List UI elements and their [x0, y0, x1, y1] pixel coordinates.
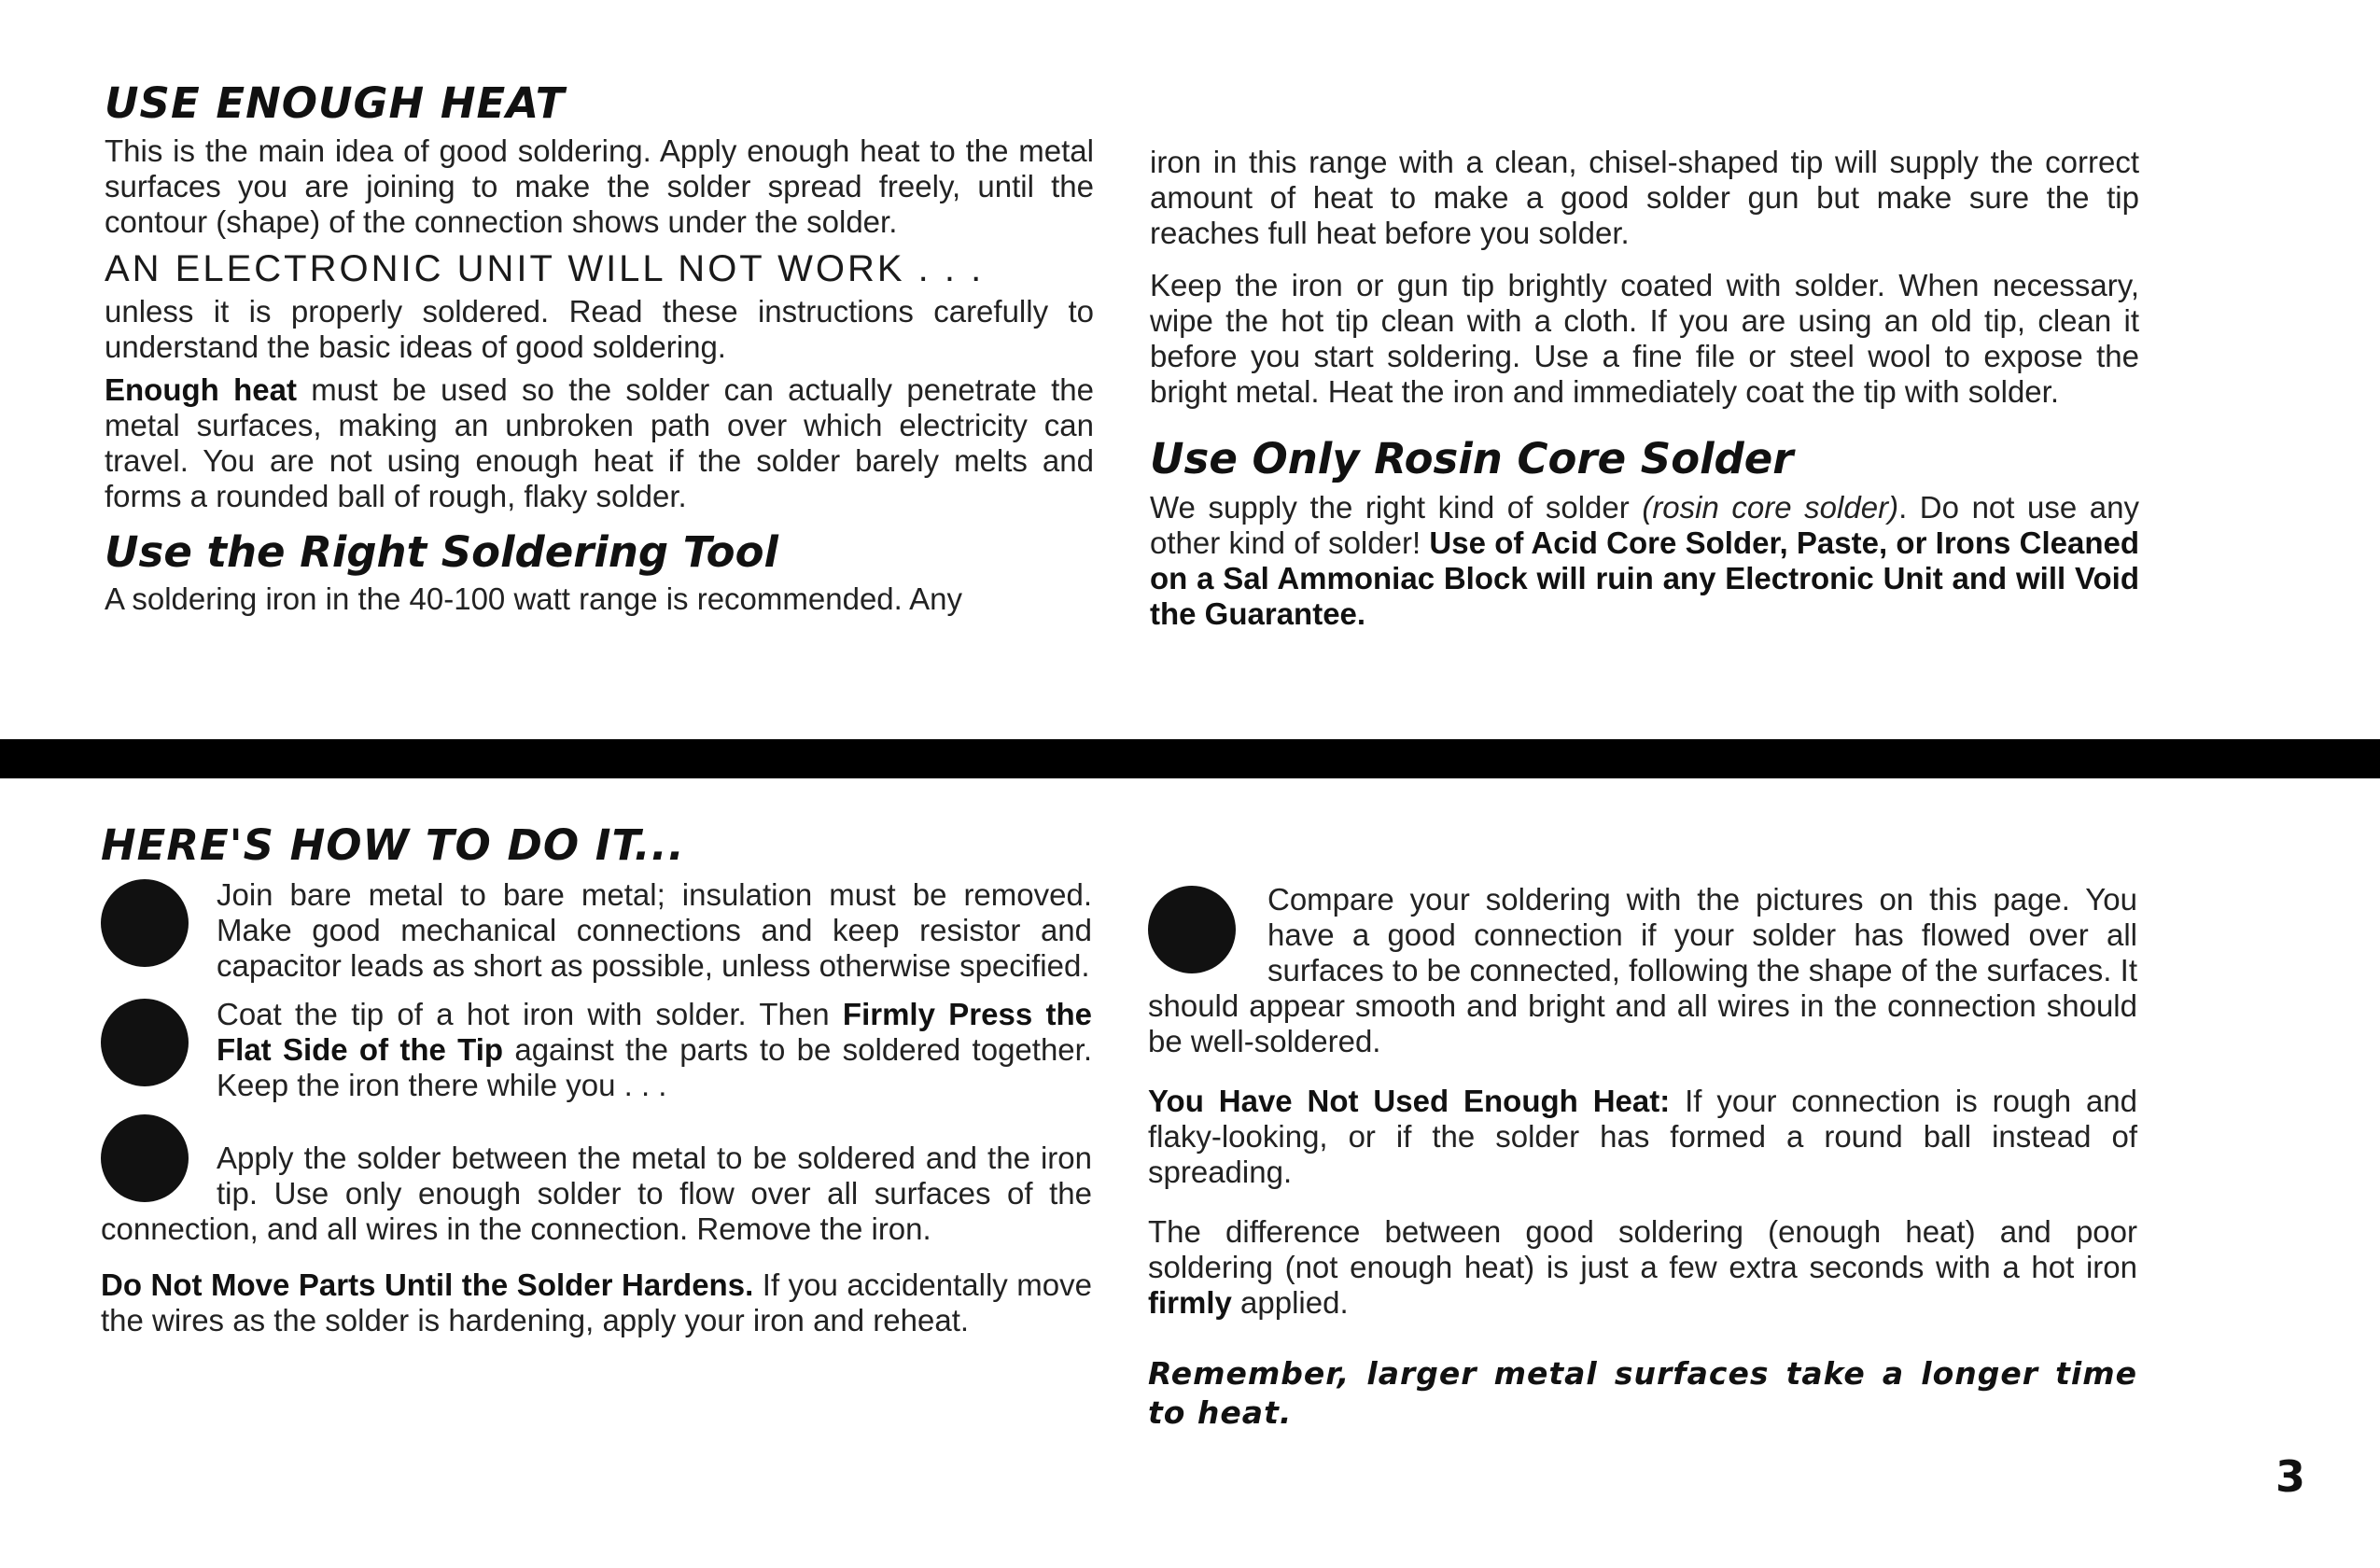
top-right-column	[1150, 145, 2139, 632]
bottom-right-column	[1148, 882, 2137, 1433]
electronic-unit-caption: AN ELECTRONIC UNIT WILL NOT WORK . . .	[105, 247, 985, 289]
do-not-move-text: If you accidentally move the wires as the solder is hardening, apply your iron and reheat.	[101, 1267, 1092, 1337]
step-2-bold: Firmly Press the Flat Side of the Tip	[217, 996, 1092, 1067]
not-enough-heat-bold: You Have Not Used Enough Heat:	[1148, 1084, 1671, 1118]
step-2-text-a: Coat the tip of a hot iron with solder. Then	[217, 996, 843, 1031]
compare-paragraph: Compare your soldering with the pictures on this page. You have a good connection if your solder has flowed over all surfaces to be connected, following the shape of the surfaces. It should appear smooth and bright and all wires in the connection should be well-soldered.	[1148, 882, 2137, 1058]
intro-paragraph: This is the main idea of good soldering. Apply enough heat to the metal surfaces you are joining to make the solder spread freely, until the contour (shape) of the connection shows under the solder.	[105, 133, 1094, 239]
enough-heat-paragraph	[105, 372, 1094, 514]
step-2	[101, 997, 1092, 1103]
bullet-4-icon	[1148, 886, 1236, 973]
rosin-paragraph	[1150, 490, 2139, 632]
rosin-text-b: . Do not use any other kind of solder!	[1150, 490, 2139, 560]
tip-coating-paragraph: Keep the iron or gun tip brightly coated with solder. When necessary, wipe the hot tip clean with a cloth. If you are using an old tip, clean it before you start soldering. Use a fine file or steel wool to expose the bright metal. Heat the iron and immediately coat the tip with solder.	[1150, 268, 2139, 409]
compare-block	[1148, 882, 2137, 1059]
bottom-left-column	[101, 821, 1092, 1338]
bullet-1-icon	[101, 879, 189, 967]
difference-bold: firmly	[1148, 1285, 1232, 1320]
page-number: 3	[2275, 1451, 2305, 1502]
remember-note: Remember, larger metal surfaces take a longer time to heat.	[1148, 1355, 2137, 1431]
rosin-italic: (rosin core solder)	[1642, 490, 1899, 525]
heading-right-soldering-tool: Use the Right Soldering Tool	[105, 526, 778, 577]
bullet-3-icon	[101, 1114, 189, 1202]
heading-use-enough-heat: USE ENOUGH HEAT	[105, 78, 566, 128]
heading-rosin-core-solder: Use Only Rosin Core Solder	[1150, 434, 1794, 483]
step-2-text-b: against the parts to be soldered together. Keep the iron there while you . . .	[217, 1031, 1092, 1102]
do-not-move-paragraph	[101, 1267, 1092, 1338]
enough-heat-bold: Enough heat	[105, 371, 297, 407]
iron-range-paragraph: iron in this range with a clean, chisel-shaped tip will supply the correct amount of heat to make a good solder gun but make sure the tip reaches full heat before you solder.	[1150, 145, 2139, 250]
electronic-unit-paragraph: unless it is properly soldered. Read these instructions carefully to understand the basic ideas of good soldering.	[105, 293, 1094, 364]
not-enough-heat-text: If your connection is rough and flaky-looking, or if the solder has formed a round ball instead of spreading.	[1148, 1084, 2138, 1189]
difference-paragraph	[1148, 1214, 2137, 1321]
step-1-text: Join bare metal to bare metal; insulation must be removed. Make good mechanical connections and keep resistor and capacitor leads as short as possible, unless otherwise specified.	[217, 876, 1092, 983]
step-3	[101, 1113, 1092, 1247]
top-left-column	[105, 79, 1094, 617]
difference-text-a: The difference between good soldering (enough heat) and poor soldering (not enough heat) is just a few extra seconds with a hot iron	[1148, 1214, 2137, 1284]
do-not-move-bold: Do Not Move Parts Until the Solder Hardens.	[101, 1267, 754, 1302]
heading-heres-how: HERE'S HOW TO DO IT...	[101, 820, 685, 870]
rosin-warning-bold: Use of Acid Core Solder, Paste, or Irons Cleaned on a Sal Ammoniac Block will ruin any Electronic Unit and will Void the Guarantee.	[1150, 525, 2139, 631]
difference-text-b: applied.	[1231, 1285, 1349, 1320]
rosin-text-a: We supply the right kind of solder	[1150, 490, 1643, 525]
step-3-text: Apply the solder between the metal to be soldered and the iron tip. Use only enough solder to flow over all surfaces of the connection, and all wires in the connection. Remove the iron.	[101, 1140, 1092, 1246]
step-2-text	[101, 997, 1092, 1103]
enough-heat-text: must be used so the solder can actually penetrate the metal surfaces, making an unbroken path over which electricity can travel. You are not using enough heat if the solder barely melts and forms a rounded ball of rough, flaky solder.	[105, 371, 1095, 513]
bullet-2-icon	[101, 999, 189, 1086]
not-enough-heat-paragraph	[1148, 1084, 2137, 1190]
tool-paragraph: A soldering iron in the 40-100 watt range is recommended. Any	[105, 581, 963, 616]
step-1	[101, 877, 1092, 984]
section-divider-bar	[0, 739, 2380, 778]
